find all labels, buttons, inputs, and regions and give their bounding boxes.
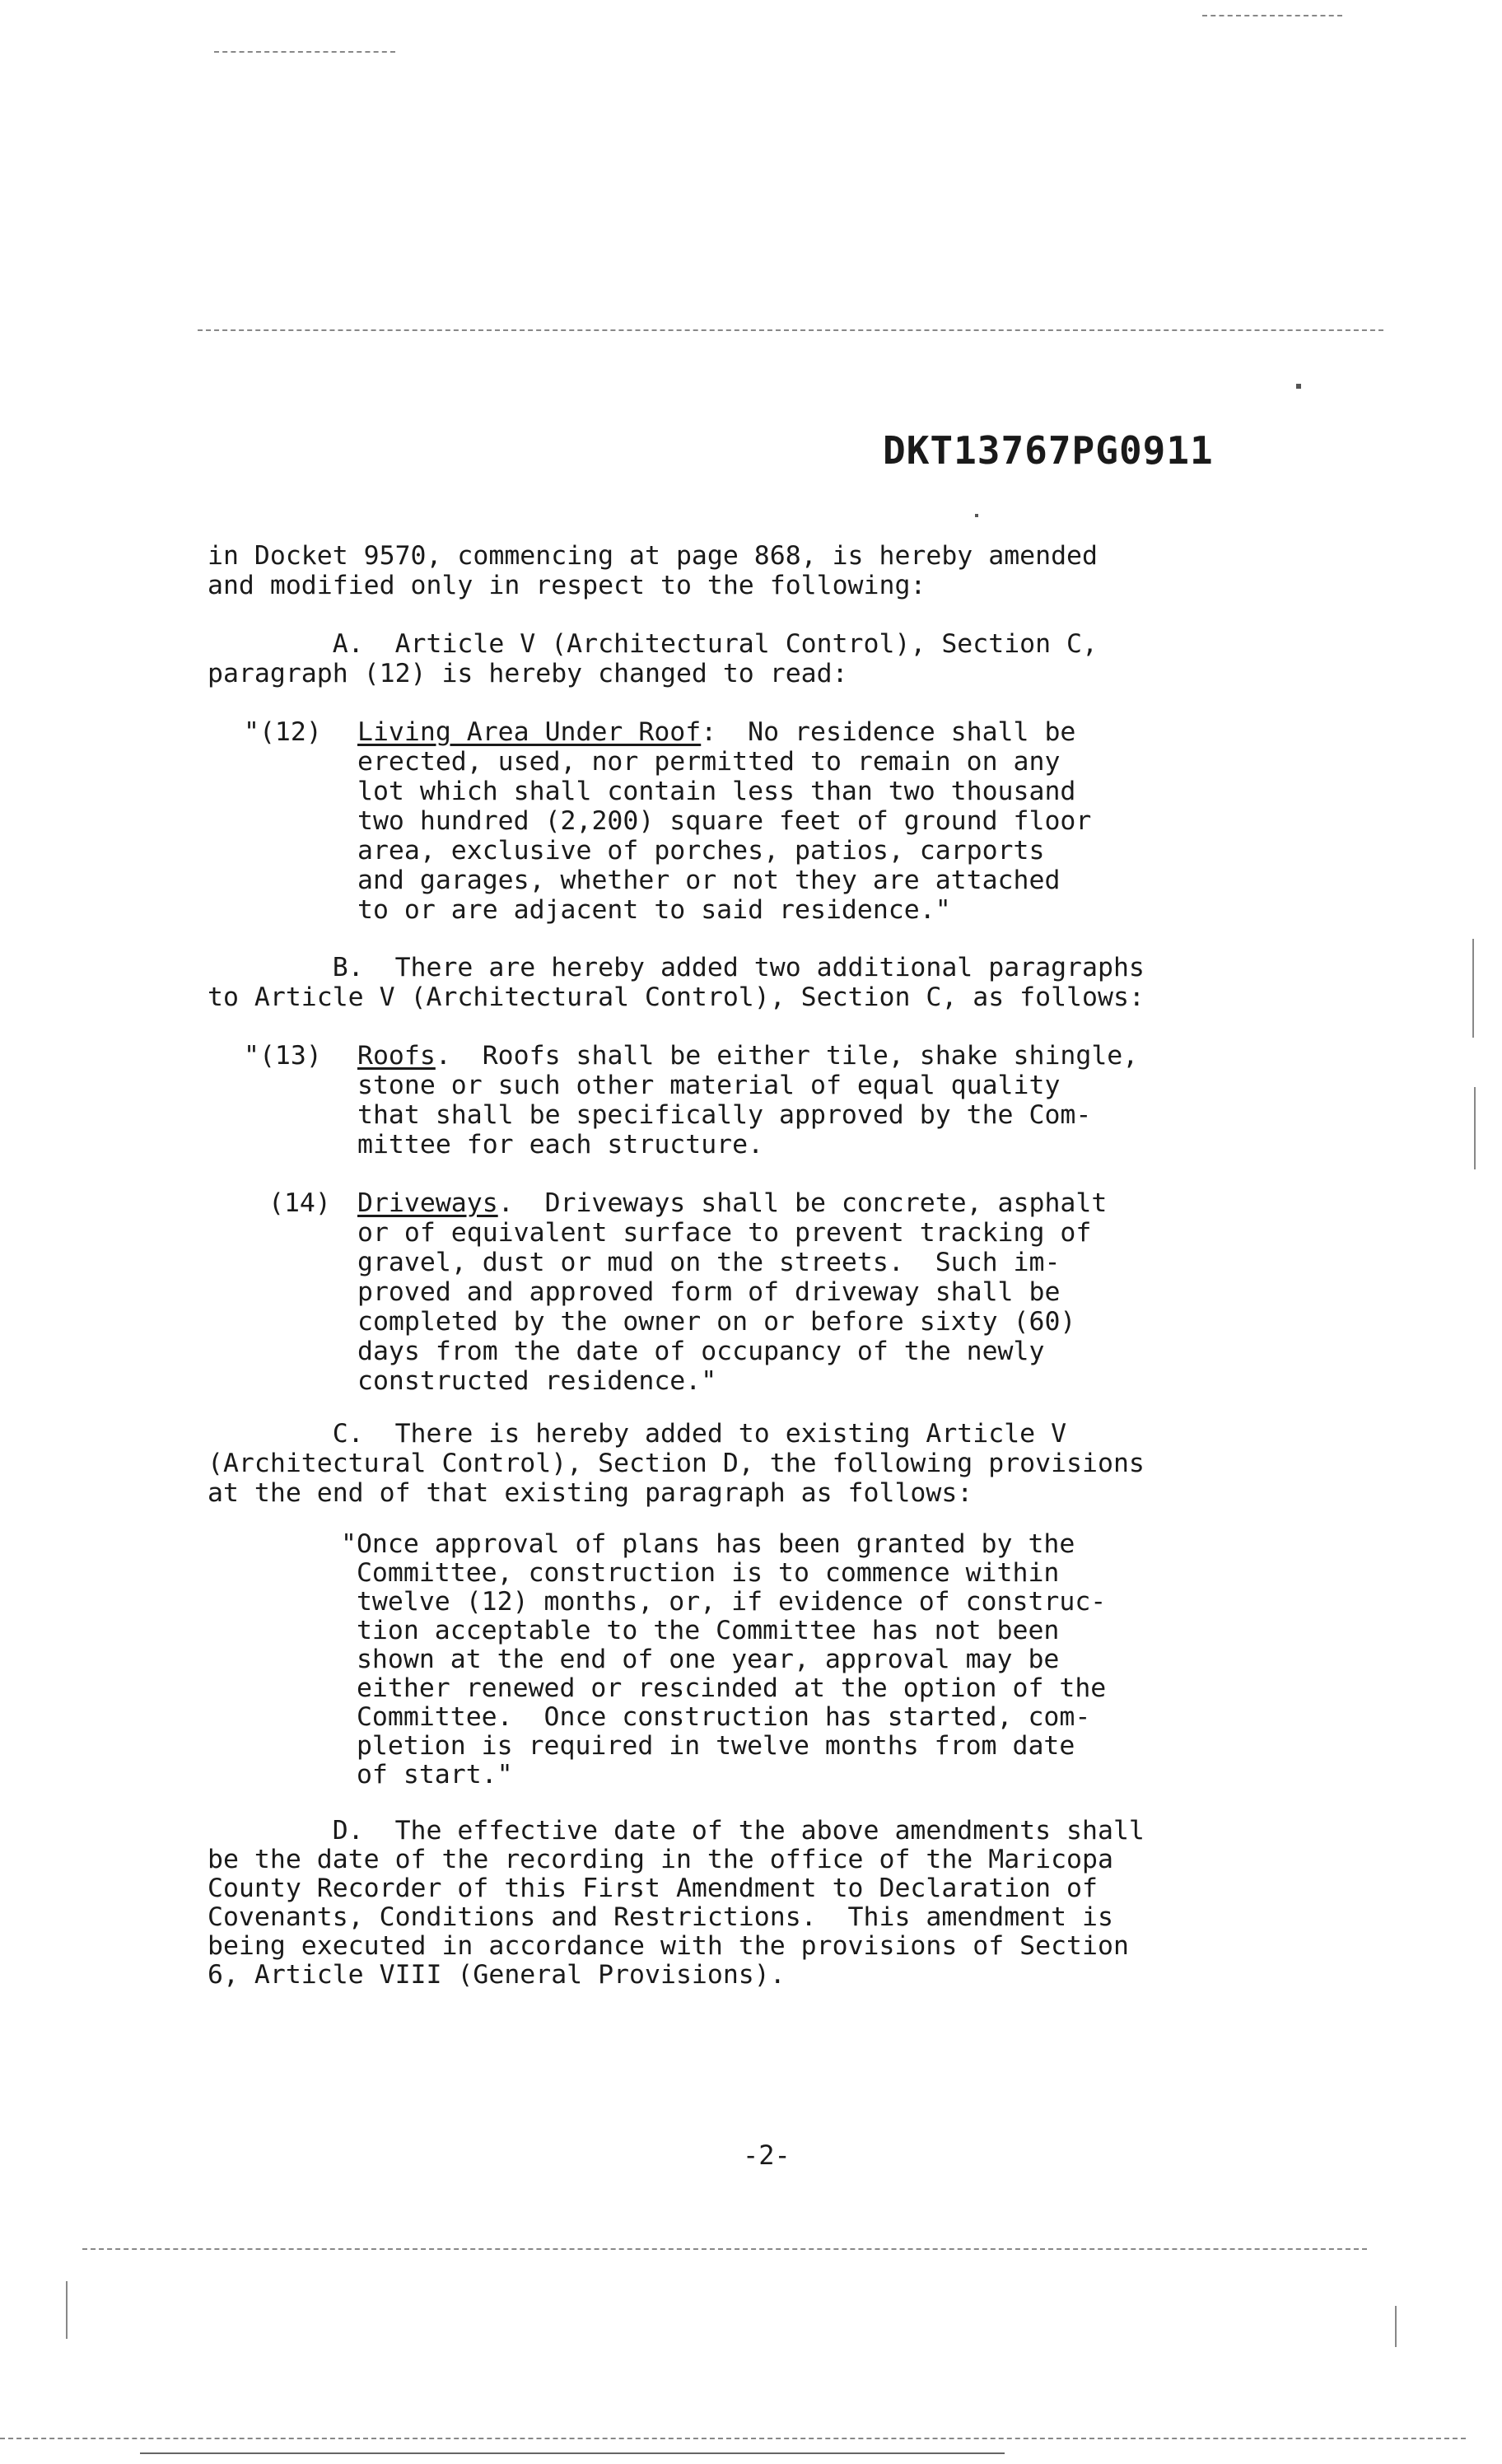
quote-line: tion acceptable to the Committee has not been (341, 1616, 1060, 1645)
section-c-line: at the end of that existing paragraph as follows: (208, 1478, 973, 1508)
section-d-line: Covenants, Conditions and Restrictions. This amendment is (208, 1902, 1113, 1932)
item-heading: Roofs (357, 1041, 436, 1071)
item-14-line: proved and approved form of driveway shall be (357, 1277, 1061, 1307)
section-d-line: D. The effective date of the above amendments shall (208, 1816, 1145, 1846)
intro-line: in Docket 9570, commencing at page 868, is hereby amended (208, 541, 1098, 571)
item-14-line: or of equivalent surface to prevent tracking of (357, 1218, 1092, 1248)
quote-line: Committee, construction is to commence within (341, 1558, 1060, 1588)
quote-line: pletion is required in twelve months from date (341, 1731, 1075, 1761)
quote-line: either renewed or rescinded at the option of the (341, 1673, 1107, 1703)
scan-artifact (1395, 2306, 1397, 2347)
intro-line: and modified only in respect to the following: (208, 571, 926, 600)
docket-stamp: DKT13767PG0911 (883, 428, 1214, 473)
quote-line: twelve (12) months, or, if evidence of construc- (341, 1587, 1107, 1617)
quote-line: "Once approval of plans has been granted by the (341, 1529, 1075, 1559)
section-c-line: (Architectural Control), Section D, the following provisions (208, 1449, 1145, 1478)
section-b-line: B. There are hereby added two additional paragraphs (208, 953, 1145, 982)
scan-artifact (1296, 384, 1301, 389)
item-14-first-line (357, 1189, 1107, 1219)
section-d-line: be the date of the recording in the office of the Maricopa (208, 1845, 1113, 1874)
quote-line: shown at the end of one year, approval may be (341, 1645, 1060, 1674)
section-a-line: A. Article V (Architectural Control), Section C, (208, 629, 1098, 659)
item-12-line: to or are adjacent to said residence." (357, 895, 951, 925)
scan-artifact (1202, 15, 1342, 16)
item-12-line: erected, used, nor permitted to remain on any (357, 747, 1061, 777)
item-number: "(12) (244, 717, 322, 747)
item-12-line: and garages, whether or not they are attached (357, 866, 1061, 895)
scan-artifact (1472, 939, 1474, 1038)
scan-artifact (975, 514, 978, 517)
item-heading: Driveways (357, 1188, 498, 1218)
item-number: (14) (268, 1188, 331, 1218)
section-c-line: C. There is hereby added to existing Article V (208, 1419, 1067, 1449)
scan-artifact (1474, 1087, 1476, 1169)
quote-line: of start." (341, 1760, 513, 1790)
item-14-line: constructed residence." (357, 1366, 717, 1396)
scan-artifact (82, 2248, 1367, 2250)
item-number: "(13) (244, 1041, 322, 1071)
section-b-line: to Article V (Architectural Control), Section C, as follows: (208, 982, 1145, 1012)
scan-artifact (214, 51, 395, 53)
section-a-line: paragraph (12) is hereby changed to read: (208, 659, 848, 688)
section-d-line: County Recorder of this First Amendment to Declaration of (208, 1874, 1098, 1903)
item-13-line: mittee for each structure. (357, 1130, 764, 1160)
item-text: : No residence shall be (701, 717, 1076, 747)
scan-artifact (66, 2281, 68, 2339)
section-d-line: 6, Article VIII (General Provisions). (208, 1960, 786, 1990)
item-text: . Driveways shall be concrete, asphalt (497, 1188, 1108, 1218)
item-heading: Living Area Under Roof (357, 717, 702, 747)
item-14-line: completed by the owner on or before sixty (60) (357, 1307, 1076, 1337)
item-12-line: two hundred (2,200) square feet of ground floor (357, 806, 1092, 836)
item-text: . Roofs shall be either tile, shake shingle, (435, 1041, 1139, 1071)
page-number: -2- (743, 2140, 791, 2171)
scan-artifact (198, 329, 1383, 331)
quote-line: Committee. Once construction has started, com- (341, 1702, 1091, 1732)
item-12-line: area, exclusive of porches, patios, carports (357, 836, 1045, 866)
scan-artifact (140, 2452, 1005, 2454)
item-13-first-line (357, 1042, 1138, 1071)
item-13-line: that shall be specifically approved by the Com- (357, 1100, 1092, 1130)
scan-artifact (0, 2438, 1466, 2439)
section-d-line: being executed in accordance with the provisions of Section (208, 1931, 1129, 1961)
item-14-line: gravel, dust or mud on the streets. Such im- (357, 1248, 1061, 1277)
item-12-line: lot which shall contain less than two thousand (357, 777, 1076, 806)
item-13-line: stone or such other material of equal quality (357, 1071, 1061, 1100)
item-12-first-line (357, 718, 1075, 748)
item-14-line: days from the date of occupancy of the newly (357, 1337, 1045, 1366)
